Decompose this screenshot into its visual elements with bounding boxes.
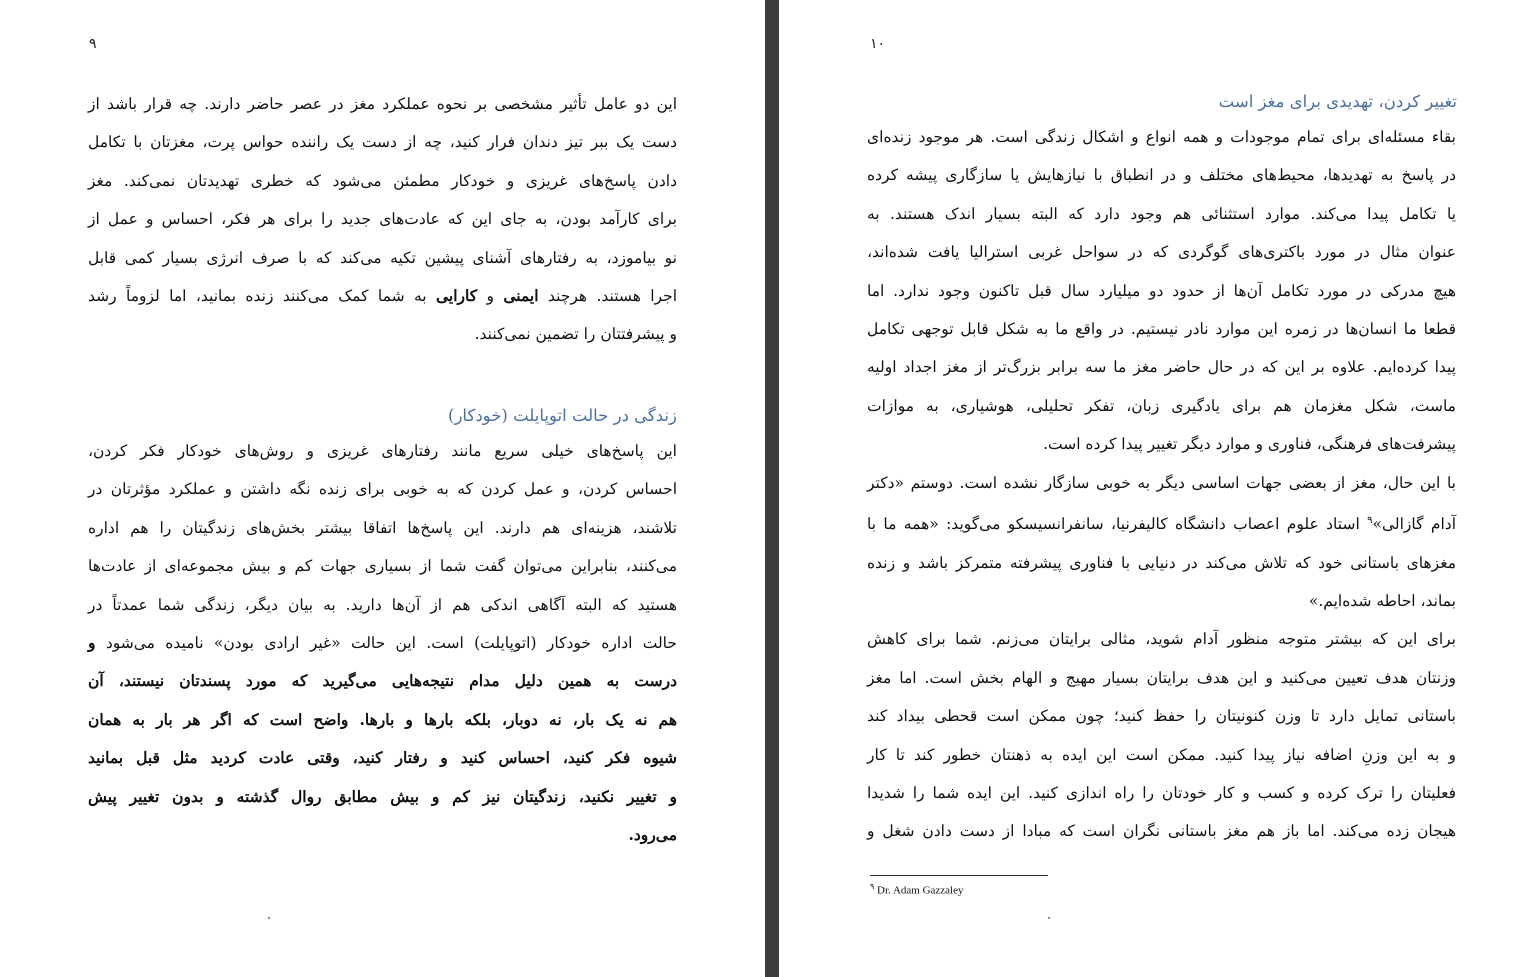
text-line bbox=[88, 624, 677, 662]
text-line: بماند، احاطه شده‌ایم.» bbox=[1308, 592, 1456, 611]
right-page bbox=[779, 0, 1536, 977]
text-line bbox=[867, 502, 1456, 544]
text-line: هستید که البته آگاهی اندکی هم از آن‌ها دارید. به بیان دیگر، زندگی شما عمدتاً در bbox=[88, 595, 677, 614]
text-line: باستانی تمایل دارد تا وزن کنونیتان را حفظ کنید؛ چون ممکن است قحطی بیداد کند bbox=[867, 707, 1456, 726]
text-line: احساس کردن، و عمل کردن که به خوبی برای زنده نگه داشتن و عملکرد مؤثرتان در bbox=[88, 480, 677, 499]
text-line: هیجان زده می‌کند. اما باز هم مغز باستانی نگران است که مبادا از دست دادن شغل و bbox=[867, 822, 1456, 841]
bold-line: درست به همین دلیل مدام نتیجه‌هایی می‌گیرید که مورد پسندتان نیستند، آن bbox=[88, 671, 677, 691]
footnote-mark: ۹ bbox=[870, 882, 875, 891]
paragraph bbox=[88, 85, 677, 354]
text-line: و پیشرفتتان را تضمین نمی‌کنند. bbox=[474, 325, 677, 344]
page-number: ۹ bbox=[89, 36, 97, 52]
bold-line: شیوه فکر کنید، احساس کنید و رفتار کنید، وقتی عادت کردید مثل قبل بمانید bbox=[88, 748, 677, 768]
bold-line: و تغییر نکنید، زندگیتان نیز کم و بیش مطابق روال گذشته و بدون تغییر پیش bbox=[88, 786, 677, 806]
footnote bbox=[870, 882, 963, 897]
text-run: حالت اداره خودکار (اتوپایلت) است. این حالت «غیر ارادی بودن» نامیده می‌شود bbox=[95, 634, 677, 653]
text-line: قطعا ما انسان‌ها در زمره این موارد نادر نیستیم. در واقع ما به شکل قابل توجهی تکامل bbox=[867, 320, 1456, 339]
text-line: وزنتان هدف تعیین می‌کنید و این هدف برایتان بسیار مهیج و الهام بخش است. اما مغز bbox=[867, 668, 1456, 687]
text-line: در پاسخ به تهدیدها، محیط‌های مختلف و در انطباق با نیازهایش یا سازگاری پیشه کرده bbox=[867, 166, 1456, 185]
section-heading: زندگی در حالت اتوپایلت (خودکار) bbox=[448, 406, 677, 425]
text-line: با این حال، مغز از بعضی جهات اساسی دیگر به خوبی سازگار نشده است. دوستم «دکتر bbox=[867, 473, 1456, 492]
text-line: مغزهای باستانی خود که تلاش می‌کند در دنیایی با فناوری پیشرفته متمرکز باشد و زنده bbox=[867, 553, 1456, 572]
text-line: دادن پاسخ‌های غریزی و خودکار مطمئن می‌شود که خطری تهدیدتان نمی‌کند. مغز bbox=[88, 171, 677, 190]
footnote-text: Dr. Adam Gazzaley bbox=[877, 884, 964, 897]
page-number: ۱۰ bbox=[870, 36, 886, 52]
page-gutter bbox=[765, 0, 779, 977]
text-run: آدام گازالی» bbox=[1372, 515, 1456, 534]
page-mark bbox=[1048, 917, 1050, 919]
text-line: پیدا کرده‌ایم. علاوه بر این که در حال حاضر مغز ما سه برابر بزرگ‌تر از مغز اجداد اولیه bbox=[867, 358, 1456, 377]
page-mark bbox=[268, 917, 270, 919]
footnote-reference: ۹ bbox=[1367, 515, 1373, 527]
text-line: هیچ مدرکی در مورد تکامل آن‌ها از حدود دو میلیارد سال قبل تاکنون وجود ندارد. اما bbox=[867, 281, 1456, 300]
left-page bbox=[0, 0, 765, 977]
text-line: فعلیتان را ترک کرده و کسب و کار خودتان را راه اندازی کنید. این ایده شما را شدیدا bbox=[867, 784, 1456, 803]
text-line: می‌کنند، بنابراین می‌توان گفت شما از بسیاری جهات کم و بیش مجموعه‌ای از عادت‌ها bbox=[88, 557, 677, 576]
bold-line: می‌رود. bbox=[628, 825, 677, 845]
text-line: نو بیاموزد، به رفتارهای آشنای پیشین تکیه می‌کند که با صرف انرژی بسیار کمی قابل bbox=[88, 248, 677, 267]
bold-term: ایمنی bbox=[503, 286, 539, 306]
bold-term: کارایی bbox=[435, 286, 478, 306]
paragraph bbox=[867, 118, 1456, 851]
text-line: دست یک ببر تیز دندان فرار کنید، چه از دست یک راننده حواس پرت، مغزتان با تکامل bbox=[88, 133, 677, 152]
section-heading: تغییر کردن، تهدیدی برای مغز است bbox=[1218, 92, 1457, 111]
text-run: و bbox=[477, 287, 504, 306]
text-line: یا تکامل پیدا می‌کند. موارد استثنائی هم وجود دارد که البته بسیار اندک هستند. به bbox=[867, 204, 1456, 223]
text-line: برای کارآمد بودن، به جای این که عادت‌های جدید را برای هر فکر، احساس و عمل از bbox=[88, 210, 677, 229]
text-line: این دو عامل تأثیر مشخصی بر نحوه عملکرد مغز در عصر حاضر دارند. چه قرار باشد از bbox=[88, 95, 677, 113]
text-run: به شما کمک می‌کنند زنده بمانید، اما لزوماً رشد bbox=[88, 287, 436, 306]
text-line: این پاسخ‌های خیلی سریع مانند رفتارهای غریزی و روش‌های خودکار فکر کردن، bbox=[88, 442, 677, 460]
text-run: اجرا هستند. هرچند bbox=[538, 287, 677, 306]
footnote-divider bbox=[870, 875, 1048, 876]
text-line bbox=[88, 277, 677, 315]
text-line: تلاشند، هزینه‌ای هم دارند. این پاسخ‌ها اتفاقا بیشتر بخش‌های زندگیتان را هم اداره bbox=[88, 518, 677, 537]
bold-line: هم نه یک بار، نه دوبار، بلکه بارها و بارها. واضح است که اگر هر بار به همان bbox=[88, 709, 677, 729]
paragraph bbox=[88, 432, 677, 854]
text-line: عنوان مثال در مورد باکتری‌های گوگردی که در سواحل غربی استرالیا یافت شده‌اند، bbox=[867, 243, 1456, 262]
text-line: ماست، شکل مغزمان هم برای یادگیری زبان، تفکر تحلیلی، هوشیاری، به موازات bbox=[867, 396, 1456, 415]
text-run: استاد علوم اعصاب دانشگاه کالیفرنیا، سانفرانسیسکو می‌گوید: «همه ما با bbox=[867, 515, 1368, 534]
text-line: بقاء مسئله‌ای برای تمام موجودات و همه انواع و اشکال زندگی است. هر موجود زنده‌ای bbox=[867, 128, 1456, 146]
text-line: برای این که بیشتر متوجه منظور آدام شوید، مثالی برایتان می‌زنم. شما برای کاهش bbox=[867, 630, 1456, 649]
text-line: و به این وزنِ اضافه نیاز پیدا کنید. ممکن است این ایده به ذهنتان خطور کند تا کار bbox=[867, 745, 1456, 764]
bold-term: و bbox=[88, 633, 96, 653]
text-line: پیشرفت‌های فرهنگی، فناوری و موارد دیگر تغییر پیدا کرده است. bbox=[1043, 435, 1456, 454]
